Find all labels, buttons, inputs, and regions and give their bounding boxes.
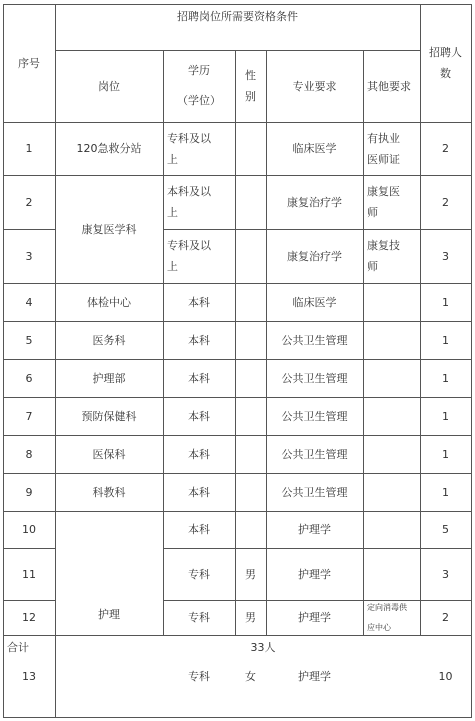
table-border: [3, 548, 56, 549]
row-gender: 男: [245, 611, 256, 624]
total-label: 合计: [7, 641, 29, 654]
row-major: 公共卫生管理: [281, 371, 348, 385]
row-education: 专科: [188, 669, 210, 683]
row-count: 1: [442, 447, 449, 461]
row-other: 康复医师: [367, 185, 400, 219]
row-post: 护理部: [92, 371, 126, 385]
row-education: 专科及以上: [167, 239, 211, 273]
row-education: 本科: [188, 409, 210, 423]
row-post-merged: 康复医学科: [81, 222, 137, 236]
row-count: 3: [442, 567, 449, 581]
row-count: 1: [442, 371, 449, 385]
table-border: [163, 600, 472, 601]
row-no: 2: [25, 195, 33, 209]
row-no: 10: [22, 523, 36, 536]
row-post-merged: 护理: [98, 607, 120, 621]
row-no: 1: [25, 142, 33, 155]
row-count: 1: [442, 295, 449, 309]
header-seq: 序号: [18, 56, 40, 70]
row-no: 13: [22, 669, 36, 683]
header-education: [163, 50, 235, 122]
row-no: 8: [25, 447, 33, 461]
row-major: 康复治疗学: [287, 195, 342, 209]
row-major: 公共卫生管理: [281, 485, 348, 499]
row-major: 康复治疗学: [287, 249, 342, 263]
table-border: [3, 4, 472, 5]
table-border: [3, 397, 472, 398]
row-no: 3: [25, 249, 33, 263]
recruitment-table: [3, 4, 471, 717]
row-education: 专科: [188, 611, 210, 624]
table-border: [163, 229, 472, 230]
header-major: 专业要求: [292, 79, 337, 93]
row-count: 1: [442, 485, 449, 499]
table-border: [3, 229, 56, 230]
row-other: 康复技师: [367, 239, 400, 273]
row-education: 本科: [188, 333, 210, 347]
row-education: 专科及以上: [167, 131, 211, 166]
header-other: 其他要求: [367, 79, 411, 93]
row-count: 2: [442, 142, 449, 155]
row-no: 12: [22, 611, 36, 624]
row-count: 10: [438, 669, 453, 683]
table-border: [3, 359, 472, 360]
row-major: 临床医学: [292, 142, 337, 155]
total-value: 33人: [250, 641, 276, 654]
table-border: [3, 717, 472, 718]
table-border: [3, 473, 472, 474]
row-education: 本科及以上: [167, 185, 211, 219]
row-major: 护理学: [298, 611, 331, 624]
header-education-text: 学历: [188, 64, 210, 77]
row-post: 医保科: [92, 447, 126, 461]
row-post: 医务科: [92, 333, 126, 347]
table-border: [471, 4, 472, 718]
table-border: [3, 511, 472, 512]
row-other: 定向消毒供应中心: [367, 602, 407, 632]
row-post: 科教科: [92, 485, 126, 499]
table-border: [3, 283, 472, 284]
row-no: 4: [25, 295, 33, 309]
row-count: 2: [442, 195, 449, 209]
row-count: 5: [442, 523, 449, 536]
table-border: [3, 600, 56, 601]
row-no: 9: [25, 485, 33, 499]
row-no: 11: [22, 567, 36, 581]
row-major: 护理学: [298, 669, 331, 683]
table-border: [3, 435, 472, 436]
header-group: 招聘岗位所需要资格条件: [177, 10, 298, 23]
header-post: 岗位: [98, 79, 120, 93]
row-count: 3: [442, 249, 449, 263]
table-border: [3, 175, 472, 176]
table-border: [163, 548, 472, 549]
table-border: [3, 635, 472, 636]
row-no: 5: [25, 333, 33, 347]
row-major: 护理学: [298, 567, 331, 581]
row-education: 本科: [188, 371, 210, 385]
table-border: [3, 4, 4, 718]
table-border: [55, 4, 56, 718]
row-count: 1: [442, 409, 449, 423]
row-major: 公共卫生管理: [281, 409, 348, 423]
row-gender: 女: [245, 669, 256, 683]
row-gender: 男: [245, 567, 256, 581]
row-major: 公共卫生管理: [281, 447, 348, 461]
row-post: 体检中心: [87, 295, 131, 309]
table-border: [55, 50, 421, 51]
row-major: 护理学: [298, 523, 331, 536]
header-count: 招聘人 数: [429, 46, 462, 80]
row-post: 120急救分站: [76, 142, 142, 155]
row-education: 本科: [188, 485, 210, 499]
row-count: 1: [442, 333, 449, 347]
header-gender: 性别: [245, 69, 256, 103]
row-major: 公共卫生管理: [281, 333, 348, 347]
row-education: 本科: [188, 447, 210, 461]
table-border: [420, 4, 421, 636]
row-no: 7: [25, 409, 33, 423]
table-border: [3, 321, 472, 322]
row-education: 本科: [188, 523, 210, 536]
row-other: 有执业医师证: [367, 131, 400, 166]
table-border: [3, 122, 472, 123]
row-education: 本科: [188, 295, 210, 309]
row-no: 6: [25, 371, 33, 385]
row-count: 2: [442, 611, 449, 624]
row-major: 临床医学: [292, 295, 337, 309]
row-education: 专科: [188, 567, 210, 581]
header-degree-text: （学位）: [177, 94, 221, 107]
row-post: 预防保健科: [81, 409, 137, 423]
